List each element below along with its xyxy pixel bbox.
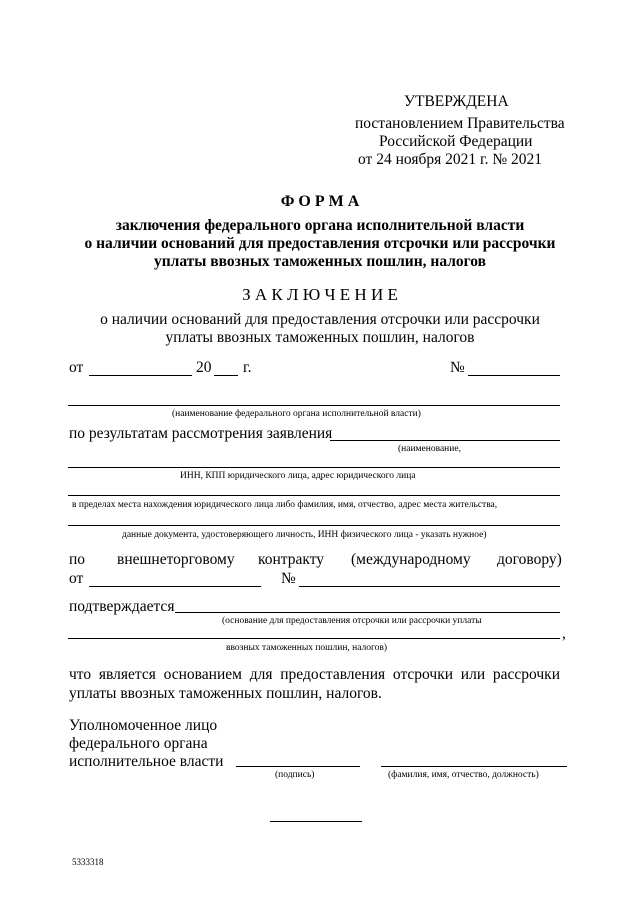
authority-name-field[interactable] (68, 405, 560, 406)
form-heading: Ф О Р М А (280, 193, 360, 210)
contract-word-5: договору) (497, 551, 562, 568)
identity-field[interactable] (68, 525, 560, 526)
signatory-line-2: федерального органа (69, 735, 208, 752)
contract-word-1: по (69, 551, 86, 568)
conclusion-text-1: что является основанием для предоставления отсрочки или рассрочки (69, 666, 560, 683)
basis-continuation-field[interactable] (68, 638, 560, 639)
duties-hint: ввозных таможенных пошлин, налогов) (226, 643, 388, 653)
contract-word-4: (международному (351, 551, 471, 568)
date-year-prefix: 20 (196, 359, 212, 376)
identity-hint: данные документа, удостоверяющего личность, ИНН физического лица - указать нужное) (122, 530, 487, 540)
form-subtitle-1: заключения федерального органа исполнительной власти (115, 217, 525, 234)
footer-code: 5333318 (72, 857, 104, 867)
location-field[interactable] (68, 495, 560, 496)
review-text: по результатам рассмотрения заявления (69, 425, 333, 442)
signature-field[interactable] (236, 766, 360, 767)
date-year-suffix: г. (243, 359, 252, 376)
conclusion-heading: З А К Л Ю Ч Е Н И Е (242, 285, 398, 304)
inn-kpp-field[interactable] (68, 467, 560, 468)
contract-from-label: от (69, 570, 84, 587)
signature-hint: (подпись) (275, 770, 315, 780)
form-subtitle-3: уплаты ввозных таможенных пошлин, налогов (153, 253, 487, 270)
basis-field[interactable] (175, 612, 560, 613)
contract-word-3: контракту (258, 551, 325, 568)
approval-title: УТВЕРЖДЕНА (404, 93, 509, 110)
date-year-field[interactable] (214, 375, 238, 376)
contract-number-field[interactable] (299, 586, 560, 587)
conclusion-subtitle-2: уплаты ввозных таможенных пошлин, налогов (165, 329, 475, 346)
conclusion-text-2: уплаты ввозных таможенных пошлин, налогов. (69, 685, 382, 702)
approval-line-1: постановлением Правительства (355, 115, 565, 132)
signatory-line-3: исполнительное власти (69, 753, 224, 770)
closing-rule (270, 821, 362, 822)
contract-date-field[interactable] (89, 586, 261, 587)
applicant-name-field[interactable] (330, 440, 560, 441)
signatory-line-1: Уполномоченное лицо (69, 717, 218, 734)
conclusion-subtitle-1: о наличии оснований для предоставления отсрочки или рассрочки (100, 311, 540, 328)
contract-number-sign: № (281, 570, 296, 587)
trailing-comma: , (562, 625, 566, 642)
basis-hint: (основание для предоставления отсрочки или рассрочки уплаты (222, 616, 482, 626)
approval-line-2: Российской Федерации (379, 133, 533, 150)
location-hint: в пределах места нахождения юридического лица либо фамилия, имя, отчество, адрес места жительства, (72, 500, 498, 510)
number-field[interactable] (468, 375, 560, 376)
approval-line-3: от 24 ноября 2021 г. № 2021 (358, 151, 542, 168)
inn-kpp-hint: ИНН, КПП юридического лица, адрес юридического лица (180, 471, 416, 481)
authority-name-hint: (наименование федерального органа исполнительной власти) (172, 409, 421, 419)
number-sign: № (450, 359, 465, 376)
date-from-label: от (69, 359, 84, 376)
full-name-hint: (фамилия, имя, отчество, должность) (388, 770, 539, 780)
form-subtitle-2: о наличии оснований для предоставления отсрочки или рассрочки (84, 235, 556, 252)
contract-word-2: внешнеторговому (117, 551, 235, 568)
confirmed-label: подтверждается (69, 598, 175, 615)
full-name-field[interactable] (381, 766, 567, 767)
applicant-name-hint: (наименование, (398, 444, 461, 454)
date-day-month-field[interactable] (89, 375, 192, 376)
